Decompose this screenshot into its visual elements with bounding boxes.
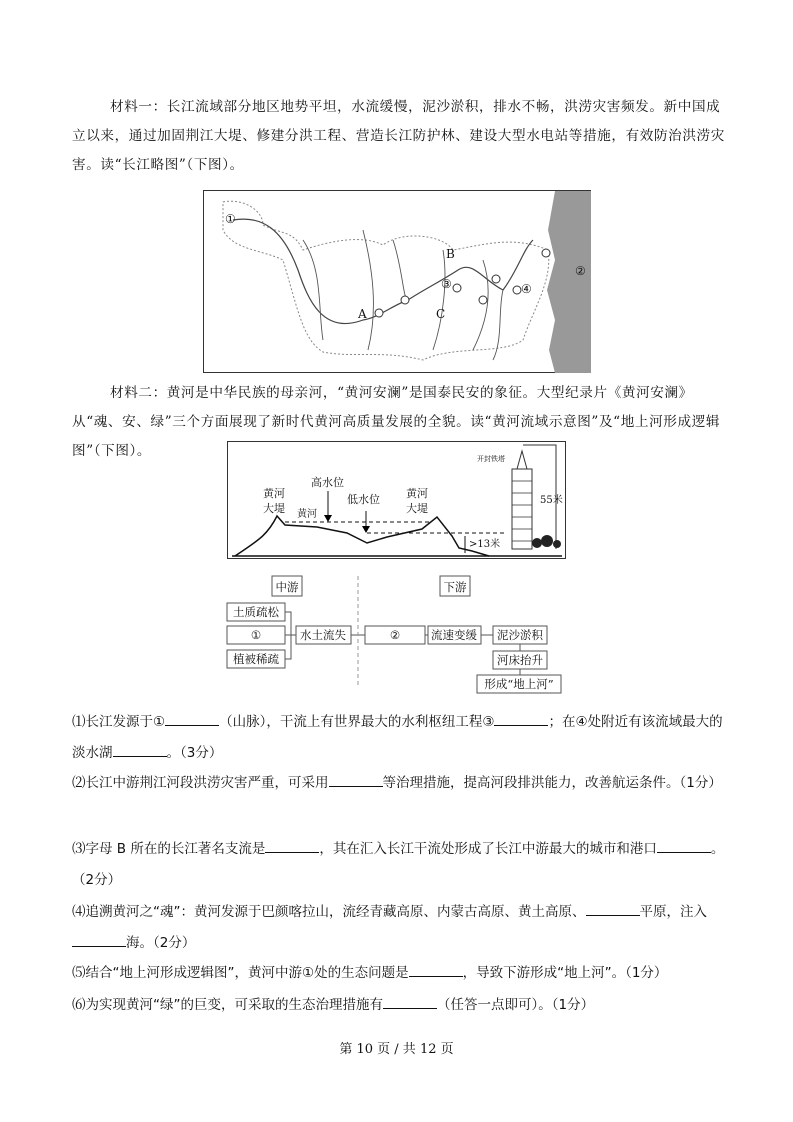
- flow-lower: 下游: [443, 580, 467, 594]
- map-label-1: ①: [225, 212, 236, 226]
- question-5: [72, 958, 732, 989]
- question-1: [72, 707, 732, 768]
- material-1-lead: 材料一：: [110, 99, 167, 115]
- flow-sparse-veg: 植被稀疏: [233, 652, 279, 666]
- map-label-c: C: [436, 307, 446, 321]
- flow-circle-2: ②: [389, 628, 401, 642]
- q6-text-a: ⑹为实现黄河“绿”的巨变，可采取的生态治理措施有: [72, 997, 383, 1013]
- material-2-lead: 材料二：: [110, 385, 167, 401]
- flow-erosion: 水土流失: [300, 628, 346, 642]
- answer-blank[interactable]: [165, 711, 219, 726]
- flow-loose-soil: 土质疏松: [233, 605, 279, 619]
- right-levee-2: 大堤: [406, 502, 428, 515]
- q3-text-c: 。（2分）: [72, 841, 725, 888]
- answer-blank[interactable]: [494, 711, 548, 726]
- q4-text-a: ⑷追溯黄河之“魂”：黄河发源于巴颜喀拉山，流经青藏高原、内蒙古高原、黄土高原、: [72, 904, 586, 920]
- question-6: [72, 990, 732, 1021]
- yangtze-map: [203, 190, 591, 373]
- map-label-4: ④: [521, 282, 532, 296]
- q5-text-b: ，导致下游形成“地上河”。（1分）: [462, 965, 668, 981]
- material-2-text: 黄河是中华民族的母亲河，“黄河安澜”是国泰民安的象征。大型纪录片《黄河安澜》从“魂、安、绿”三个方面展现了新时代黄河高质量发展的全貌。读“黄河流域示意图”及“地上河形成逻辑图”（下图）。: [72, 385, 721, 459]
- yellow-river-profile: [227, 441, 566, 559]
- high-water-label: 高水位: [311, 476, 344, 489]
- page-number: 第 10 页 / 共 12 页: [339, 1042, 454, 1057]
- q2-text-a: ⑵长江中游荆江河段洪涝灾害严重，可采用: [72, 775, 329, 791]
- map-label-2: ②: [575, 264, 586, 278]
- map-label-3: ③: [441, 277, 452, 291]
- answer-blank[interactable]: [329, 772, 383, 787]
- answer-blank[interactable]: [72, 932, 126, 947]
- left-levee-1: 黄河: [263, 487, 285, 500]
- q2-text-b: 等治理措施，提高河段排洪能力，改善航运条件。（1分）: [382, 775, 722, 791]
- map-label-b: B: [446, 247, 455, 261]
- left-levee-2: 大堤: [263, 502, 285, 515]
- q3-text-a: ⑶字母 B 所在的长江著名支流是: [72, 841, 266, 857]
- material-1: [72, 93, 732, 180]
- answer-blank[interactable]: [265, 838, 319, 853]
- q3-text-b: ，其在汇入长江干流处形成了长江中游最大的城市和港口: [319, 841, 657, 857]
- answer-blank[interactable]: [383, 994, 437, 1009]
- right-levee-1: 黄河: [406, 487, 428, 500]
- q1-text-b: （山脉），干流上有世界最大的水利枢纽工程③: [219, 714, 495, 730]
- flow-result: 形成“地上河”: [484, 677, 554, 691]
- q6-text-b: （任答一点即可）。（1分）: [437, 997, 595, 1013]
- q4-text-b: 平原，注入: [639, 904, 707, 920]
- flow-middle: 中游: [275, 580, 299, 594]
- tower-label: 开封铁塔: [477, 455, 505, 463]
- question-2: [72, 768, 732, 799]
- answer-blank[interactable]: [409, 962, 463, 977]
- river-label: 黄河: [297, 509, 317, 520]
- q1-text-a: ⑴长江发源于①: [72, 714, 166, 730]
- above-ground-river-flowchart: [225, 572, 565, 697]
- flow-silt: 泥沙淤积: [497, 628, 543, 642]
- low-water-label: 低水位: [347, 493, 380, 506]
- height-diff: >13米: [469, 539, 501, 550]
- flow-raise: 河床抬升: [497, 653, 543, 667]
- sea: [547, 191, 591, 373]
- tower-height: 55米: [540, 495, 563, 506]
- q1-text-d: 。（3分）: [166, 744, 223, 761]
- q1-text-c: ；在④处附近有该流域最大的淡水湖: [72, 714, 723, 761]
- question-3: [72, 834, 732, 895]
- answer-blank[interactable]: [113, 742, 167, 757]
- flow-circle-1: ①: [250, 628, 262, 642]
- map-label-a: A: [358, 307, 367, 321]
- answer-blank[interactable]: [657, 838, 711, 853]
- q5-text-a: ⑸结合“地上河形成逻辑图”，黄河中游①处的生态问题是: [72, 965, 409, 981]
- flow-slow: 流速变缓: [431, 628, 477, 642]
- material-1-text: 长江流域部分地区地势平坦，水流缓慢，泥沙淤积，排水不畅，洪涝灾害频发。新中国成立以来，通过加固荆江大堤、修建分洪工程、营造长江防护林、建设大型水电站等措施，有效防治洪涝灾害。读“长江略图”（下图）。: [72, 99, 725, 173]
- q4-text-c: 海。（2分）: [126, 934, 196, 951]
- answer-blank[interactable]: [586, 901, 640, 916]
- question-4: [72, 897, 732, 958]
